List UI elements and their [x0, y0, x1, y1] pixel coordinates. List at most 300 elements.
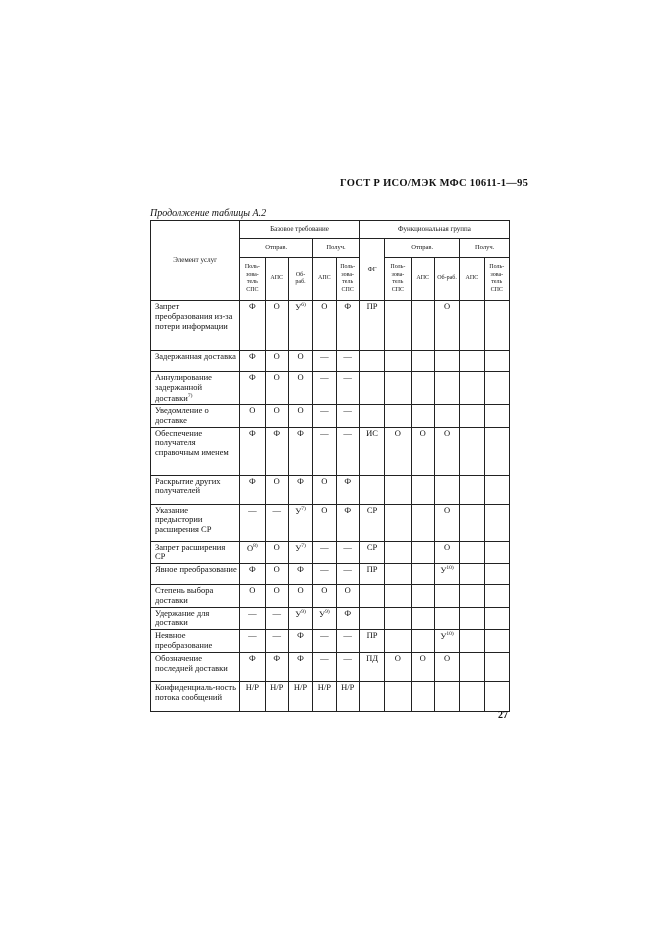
cell-base-user	[240, 564, 265, 585]
cell-base-aps	[265, 652, 288, 681]
cell-func-aps	[411, 351, 434, 372]
cell-fg	[359, 652, 384, 681]
cell-base-user-text: О	[249, 585, 256, 596]
cell-base-obrab-text: Н/Р	[293, 681, 308, 692]
cell-base-aps-text: —	[272, 504, 281, 515]
cell-base-obrab	[288, 504, 312, 541]
cell-base-obrab-text: О	[297, 372, 304, 382]
cell-func-user	[385, 630, 411, 653]
cell-base-recv-aps	[313, 541, 336, 564]
cell-func-user	[385, 301, 411, 351]
cell-base-obrab-footnote: 9)	[301, 608, 306, 615]
cell-base-user	[240, 301, 265, 351]
cell-base-aps-text: —	[272, 630, 281, 641]
table-caption: Продолжение таблицы А.2	[150, 208, 267, 219]
cell-fg	[359, 607, 384, 630]
cell-fg-text: ПР	[366, 630, 378, 641]
element-name-text: Конфиденциаль-ность потока сообщений	[155, 681, 237, 702]
cell-fg	[359, 301, 384, 351]
cell-base-obrab	[288, 541, 312, 564]
cell-func-recv-aps	[460, 504, 484, 541]
element-name-text: Обозначение последней доставки	[155, 652, 228, 673]
element-name-text: Уведомление о доставке	[155, 405, 209, 425]
document-header: ГОСТ Р ИСО/МЭК МФС 10611-1—95	[340, 178, 529, 189]
cell-func-aps	[411, 681, 434, 711]
cell-base-recv-user-text: —	[343, 372, 352, 382]
cell-base-recv-aps	[313, 301, 336, 351]
cell-func-user	[385, 405, 411, 428]
cell-func-recv-user	[484, 652, 509, 681]
cell-fg	[359, 681, 384, 711]
cell-func-obrab	[434, 652, 459, 681]
cell-base-recv-aps	[313, 351, 336, 372]
cell-func-recv-aps	[460, 541, 484, 564]
cell-base-user-text: —	[248, 630, 257, 641]
cell-base-recv-aps	[313, 427, 336, 475]
table-row	[151, 475, 510, 504]
cell-func-aps	[411, 564, 434, 585]
cell-base-aps-text: О	[273, 351, 280, 361]
cell-func-obrab	[434, 585, 459, 608]
cell-base-user	[240, 351, 265, 372]
cell-base-user-text: Ф	[249, 372, 256, 382]
cell-base-aps	[265, 301, 288, 351]
cell-base-obrab	[288, 301, 312, 351]
cell-fg	[359, 630, 384, 653]
element-name	[151, 372, 240, 405]
element-name	[151, 630, 240, 653]
table-row	[151, 372, 510, 405]
cell-func-aps	[411, 372, 434, 405]
cell-base-aps-text: О	[273, 585, 280, 596]
cell-func-obrab	[434, 475, 459, 504]
cell-base-obrab	[288, 475, 312, 504]
cell-base-recv-user-text: Ф	[344, 475, 352, 486]
header-func-send: Отправ.	[385, 239, 460, 258]
element-name	[151, 564, 240, 585]
element-name	[151, 504, 240, 541]
cell-func-obrab-text: О	[443, 504, 451, 515]
cell-base-obrab	[288, 585, 312, 608]
cell-fg-text: СР	[366, 504, 378, 515]
cell-base-user-text: Ф	[249, 351, 256, 361]
cell-func-recv-user	[484, 630, 509, 653]
table-row	[151, 405, 510, 428]
cell-base-user-text: О	[247, 542, 254, 553]
cell-base-user-text: Ф	[249, 301, 256, 311]
element-name	[151, 541, 240, 564]
header-base-recv: Получ.	[313, 239, 360, 258]
cell-base-aps-text: О	[273, 564, 280, 575]
page-number: 27	[498, 710, 508, 721]
table-row	[151, 301, 510, 351]
cell-base-obrab-text: О	[297, 351, 304, 361]
cell-func-aps	[411, 585, 434, 608]
cell-fg-text: ПР	[366, 301, 378, 311]
cell-base-recv-user-text: —	[343, 652, 352, 663]
cell-base-user	[240, 504, 265, 541]
cell-func-user	[385, 475, 411, 504]
cell-fg-text: ИС	[366, 427, 378, 438]
cell-fg	[359, 405, 384, 428]
cell-base-recv-aps-text: Н/Р	[317, 681, 331, 692]
header-base-send: Отправ.	[240, 239, 313, 258]
cell-func-recv-user	[484, 372, 509, 405]
cell-func-recv-user	[484, 351, 509, 372]
cell-base-recv-aps	[313, 405, 336, 428]
cell-base-aps-text: О	[273, 405, 280, 416]
cell-func-aps	[411, 427, 434, 475]
cell-base-recv-aps-text: —	[320, 541, 329, 552]
cell-func-recv-user	[484, 541, 509, 564]
cell-func-obrab	[434, 427, 459, 475]
cell-base-obrab-text: Ф	[297, 652, 304, 663]
cell-fg	[359, 541, 384, 564]
cell-base-user-text: Ф	[249, 475, 256, 486]
cell-func-recv-aps	[460, 427, 484, 475]
cell-fg	[359, 585, 384, 608]
element-name-text: Раскрытие других получателей	[155, 475, 221, 496]
cell-base-aps-text: Ф	[273, 652, 281, 663]
cell-base-user-text: Ф	[249, 652, 256, 663]
cell-base-recv-aps-footnote: 9)	[325, 608, 330, 615]
cell-base-obrab-text: О	[297, 585, 304, 596]
cell-func-recv-aps	[460, 372, 484, 405]
table-row	[151, 541, 510, 564]
cell-base-obrab	[288, 564, 312, 585]
cell-base-recv-user-text: Ф	[344, 504, 352, 515]
header-func-recv-aps: АПС	[460, 258, 484, 301]
cell-func-obrab	[434, 301, 459, 351]
cell-base-user-text: О	[249, 405, 256, 416]
table-row	[151, 607, 510, 630]
element-name-text: Запрет преобразования из-за потери информации	[155, 301, 233, 331]
cell-base-obrab-text: Ф	[297, 564, 304, 575]
cell-func-aps	[411, 504, 434, 541]
cell-func-recv-user	[484, 504, 509, 541]
cell-func-recv-user	[484, 681, 509, 711]
table-row	[151, 504, 510, 541]
cell-base-obrab-text: Ф	[297, 475, 304, 486]
cell-base-recv-user-text: —	[343, 630, 352, 641]
cell-base-obrab-text: У	[295, 505, 302, 516]
cell-base-obrab	[288, 630, 312, 653]
element-name-text: Обеспечение получателя справочным именем	[155, 427, 229, 458]
table-row	[151, 427, 510, 475]
header-functional-group: Функциональная группа	[359, 221, 509, 239]
cell-base-recv-aps-text: —	[320, 564, 329, 575]
cell-base-obrab	[288, 681, 312, 711]
element-name-text: Удержание для доставки	[155, 607, 210, 628]
cell-base-recv-user	[336, 585, 359, 608]
cell-base-aps	[265, 630, 288, 653]
cell-func-aps	[411, 405, 434, 428]
cell-base-recv-aps	[313, 372, 336, 405]
cell-func-aps	[411, 475, 434, 504]
header-base-user: Поль-зова-тель СПС	[240, 258, 265, 301]
cell-base-recv-aps	[313, 681, 336, 711]
cell-base-user-text: —	[248, 504, 257, 515]
cell-base-user	[240, 541, 265, 564]
cell-base-user-text: —	[248, 607, 257, 618]
cell-base-recv-user	[336, 564, 359, 585]
element-name-text: Аннулирование задержанной доставки	[155, 372, 212, 403]
cell-base-aps	[265, 607, 288, 630]
cell-func-obrab-text: О	[443, 427, 451, 438]
cell-func-user	[385, 541, 411, 564]
cell-func-recv-aps	[460, 351, 484, 372]
table-row	[151, 564, 510, 585]
cell-base-recv-user-text: —	[343, 564, 352, 575]
cell-base-user-footnote: 8)	[253, 542, 258, 549]
cell-base-recv-user	[336, 405, 359, 428]
element-name-text: Запрет расширения СР	[155, 541, 226, 562]
cell-func-user	[385, 607, 411, 630]
cell-base-aps-text: —	[272, 607, 281, 618]
cell-func-aps-text: О	[419, 652, 426, 663]
cell-base-obrab	[288, 372, 312, 405]
cell-func-obrab	[434, 351, 459, 372]
cell-base-recv-aps	[313, 607, 336, 630]
cell-func-user	[385, 351, 411, 372]
cell-base-recv-user-text: —	[343, 427, 352, 438]
cell-fg	[359, 504, 384, 541]
cell-base-recv-aps-text: —	[320, 405, 329, 416]
cell-base-aps	[265, 504, 288, 541]
element-name	[151, 427, 240, 475]
element-name-text: Задержанная доставка	[155, 351, 236, 361]
element-name	[151, 652, 240, 681]
cell-base-recv-user	[336, 630, 359, 653]
cell-func-recv-user	[484, 585, 509, 608]
header-func-aps: АПС	[411, 258, 434, 301]
cell-base-aps-text: О	[273, 301, 280, 311]
cell-base-user-text: Ф	[249, 427, 256, 438]
cell-func-recv-aps	[460, 681, 484, 711]
cell-func-recv-user	[484, 475, 509, 504]
element-name	[151, 475, 240, 504]
cell-base-aps	[265, 541, 288, 564]
cell-base-recv-aps-text: —	[320, 630, 329, 641]
cell-base-obrab	[288, 652, 312, 681]
cell-base-obrab-footnote: 7)	[301, 542, 306, 549]
cell-func-user-text: О	[394, 427, 401, 438]
cell-base-recv-aps	[313, 652, 336, 681]
cell-base-recv-aps	[313, 585, 336, 608]
cell-base-aps	[265, 681, 288, 711]
cell-base-obrab	[288, 427, 312, 475]
header-base-recv-user: Поль-зова-тель СПС	[336, 258, 359, 301]
services-table	[150, 220, 510, 712]
cell-func-user-text: О	[394, 652, 401, 663]
header-base-requirement: Базовое требование	[240, 221, 360, 239]
cell-base-user-text: Ф	[249, 564, 256, 575]
cell-func-obrab	[434, 405, 459, 428]
element-name	[151, 607, 240, 630]
cell-base-obrab	[288, 607, 312, 630]
cell-func-recv-aps	[460, 630, 484, 653]
cell-base-recv-aps-text: О	[321, 585, 328, 596]
cell-func-obrab-text: О	[443, 652, 451, 663]
cell-base-recv-user	[336, 475, 359, 504]
cell-func-recv-aps	[460, 585, 484, 608]
header-base-obrab: Об-раб.	[288, 258, 312, 301]
cell-base-user	[240, 405, 265, 428]
cell-func-obrab-text: У	[440, 631, 447, 642]
cell-func-recv-aps	[460, 475, 484, 504]
cell-func-user	[385, 652, 411, 681]
cell-base-recv-aps-text: —	[320, 652, 329, 663]
element-name	[151, 681, 240, 711]
cell-base-user	[240, 607, 265, 630]
cell-func-obrab-footnote: 10)	[446, 631, 454, 638]
cell-fg	[359, 372, 384, 405]
cell-func-user	[385, 372, 411, 405]
cell-func-user	[385, 585, 411, 608]
element-name	[151, 585, 240, 608]
cell-func-user	[385, 564, 411, 585]
cell-func-aps	[411, 652, 434, 681]
cell-func-obrab	[434, 564, 459, 585]
cell-func-aps	[411, 630, 434, 653]
cell-fg-text: СР	[366, 541, 378, 552]
cell-base-recv-user-text: О	[344, 585, 351, 596]
cell-func-recv-aps	[460, 405, 484, 428]
cell-base-user	[240, 681, 265, 711]
cell-base-obrab-text: У	[295, 608, 302, 619]
table-row	[151, 585, 510, 608]
header-func-recv-user: Поль-зова-тель СПС	[484, 258, 509, 301]
cell-base-recv-user	[336, 372, 359, 405]
header-func-obrab: Об-раб.	[434, 258, 459, 301]
cell-base-obrab-text: Ф	[297, 427, 304, 438]
cell-base-recv-aps-text: У	[319, 608, 326, 619]
cell-base-recv-user	[336, 504, 359, 541]
cell-base-obrab	[288, 351, 312, 372]
cell-func-recv-user	[484, 607, 509, 630]
cell-func-user	[385, 427, 411, 475]
cell-func-recv-user	[484, 564, 509, 585]
cell-base-user	[240, 427, 265, 475]
element-name-text: Явное преобразование	[155, 564, 237, 575]
cell-base-obrab-text: Ф	[297, 630, 304, 641]
cell-func-recv-aps	[460, 301, 484, 351]
cell-base-aps-text: Ф	[273, 427, 281, 438]
table-row	[151, 351, 510, 372]
cell-base-obrab-text: У	[295, 301, 302, 312]
element-name-text: Степень выбора доставки	[155, 585, 214, 605]
cell-base-obrab-text: У	[295, 542, 302, 553]
table-row	[151, 681, 510, 711]
cell-fg	[359, 475, 384, 504]
cell-base-aps-text: О	[273, 372, 280, 382]
cell-base-user	[240, 475, 265, 504]
cell-base-user-text: Н/Р	[245, 681, 259, 692]
element-name	[151, 351, 240, 372]
cell-func-recv-user	[484, 427, 509, 475]
cell-func-obrab	[434, 607, 459, 630]
cell-base-recv-user	[336, 607, 359, 630]
cell-base-aps	[265, 564, 288, 585]
cell-base-recv-user-text: —	[343, 351, 352, 361]
cell-func-obrab-text: О	[443, 301, 451, 311]
cell-base-aps	[265, 372, 288, 405]
cell-base-aps-text: О	[273, 475, 280, 486]
header-func-user: Поль-зова-тель СПС	[385, 258, 411, 301]
cell-base-recv-aps	[313, 564, 336, 585]
table-row	[151, 630, 510, 653]
cell-func-obrab	[434, 681, 459, 711]
element-name-text: Указание предыстории расширения СР	[155, 504, 212, 535]
cell-base-aps	[265, 351, 288, 372]
cell-base-aps	[265, 475, 288, 504]
cell-base-recv-user	[336, 652, 359, 681]
header-element: Элемент услуг	[151, 221, 240, 301]
cell-fg-text: ПР	[366, 564, 378, 575]
cell-func-user	[385, 504, 411, 541]
cell-func-recv-user	[484, 301, 509, 351]
cell-base-recv-user	[336, 541, 359, 564]
cell-func-recv-user	[484, 405, 509, 428]
cell-base-recv-user	[336, 301, 359, 351]
cell-base-recv-aps-text: О	[321, 504, 328, 515]
header-fg: ФГ	[359, 239, 384, 301]
cell-fg	[359, 351, 384, 372]
cell-func-user	[385, 681, 411, 711]
cell-func-recv-aps	[460, 607, 484, 630]
cell-base-recv-aps	[313, 504, 336, 541]
cell-base-recv-user-text: Н/Р	[341, 681, 355, 692]
cell-func-recv-aps	[460, 652, 484, 681]
cell-func-aps	[411, 541, 434, 564]
cell-base-recv-aps	[313, 475, 336, 504]
cell-base-aps-text: О	[273, 541, 280, 552]
cell-func-obrab	[434, 630, 459, 653]
element-name	[151, 405, 240, 428]
cell-base-user	[240, 630, 265, 653]
header-base-aps: АПС	[265, 258, 288, 301]
cell-func-obrab-text: О	[443, 541, 451, 552]
element-name-footnote: 7)	[187, 392, 193, 399]
cell-func-aps	[411, 301, 434, 351]
cell-func-aps	[411, 607, 434, 630]
cell-base-aps	[265, 585, 288, 608]
cell-base-user	[240, 652, 265, 681]
cell-base-aps	[265, 405, 288, 428]
cell-base-recv-aps-text: —	[320, 427, 329, 438]
cell-base-recv-user	[336, 351, 359, 372]
cell-func-recv-aps	[460, 564, 484, 585]
cell-base-recv-aps-text: —	[320, 351, 329, 361]
cell-base-recv-user-text: Ф	[344, 607, 352, 618]
cell-func-aps-text: О	[419, 427, 426, 438]
table-row	[151, 652, 510, 681]
cell-func-obrab	[434, 541, 459, 564]
cell-fg	[359, 427, 384, 475]
cell-base-recv-aps-text: —	[320, 372, 329, 382]
cell-base-user	[240, 372, 265, 405]
cell-base-recv-user-text: Ф	[344, 301, 352, 311]
cell-base-recv-user-text: —	[343, 405, 352, 416]
cell-func-obrab	[434, 372, 459, 405]
cell-base-recv-user	[336, 681, 359, 711]
cell-func-obrab	[434, 504, 459, 541]
cell-base-recv-aps-text: О	[321, 301, 328, 311]
cell-fg	[359, 564, 384, 585]
cell-base-obrab	[288, 405, 312, 428]
cell-base-aps	[265, 427, 288, 475]
element-name-text: Неявное преобразование	[155, 630, 213, 651]
